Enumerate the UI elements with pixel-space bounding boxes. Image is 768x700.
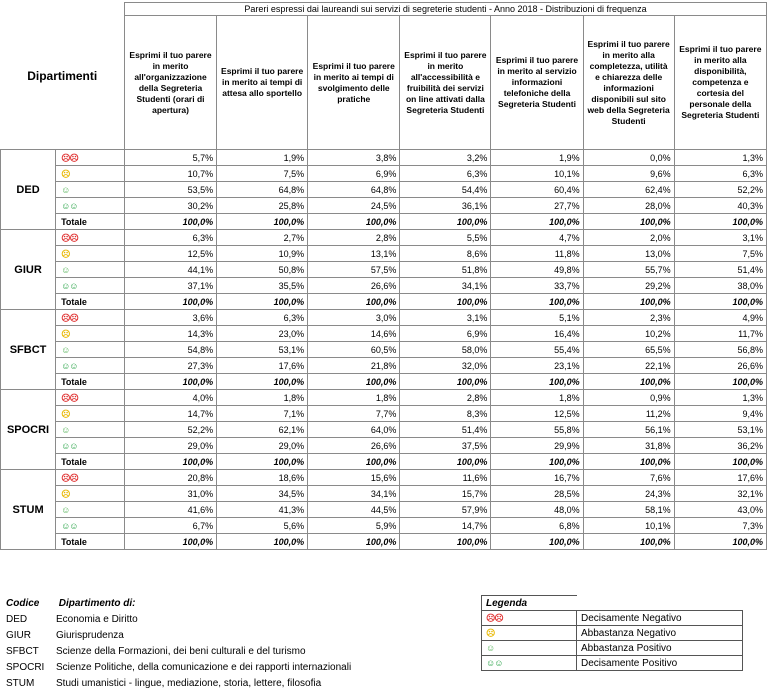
value-cell: 34,1% [400,278,491,294]
value-cell: 54,4% [400,182,491,198]
total-cell: 100,0% [124,374,216,390]
value-cell: 3,6% [124,310,216,326]
code-row [6,612,351,628]
total-label: Totale [56,534,125,550]
table-row [1,310,767,326]
value-cell: 4,0% [124,390,216,406]
double-smiley-face-icon: ☺☺ [61,440,78,451]
total-cell: 100,0% [217,214,308,230]
value-cell: 60,5% [308,342,400,358]
total-label: Totale [56,294,125,310]
total-cell: 100,0% [491,294,583,310]
value-cell: 58,0% [400,342,491,358]
table-row [1,390,767,406]
total-row [1,534,767,550]
value-cell: 5,6% [217,518,308,534]
value-cell: 13,0% [583,246,674,262]
value-cell: 52,2% [674,182,766,198]
total-cell: 100,0% [217,374,308,390]
total-label: Totale [56,454,125,470]
value-cell: 40,3% [674,198,766,214]
total-cell: 100,0% [217,534,308,550]
value-cell: 64,8% [217,182,308,198]
code-description: Economia e Diritto [56,614,138,625]
value-cell: 60,4% [491,182,583,198]
smiley-face-icon: ☺ [61,504,70,515]
total-cell: 100,0% [308,534,400,550]
value-cell: 26,6% [308,438,400,454]
value-cell: 11,7% [674,326,766,342]
value-cell: 29,2% [583,278,674,294]
code-row [6,644,351,660]
smiley-face-icon: ☺ [61,184,70,195]
legend-label: Abbastanza Negativo [577,626,743,641]
value-cell: 21,8% [308,358,400,374]
legend-icon-cell [482,611,577,626]
value-cell: 13,1% [308,246,400,262]
value-cell: 41,3% [217,502,308,518]
smiley-face-icon: ☺ [61,344,70,355]
code-row [6,628,351,644]
value-cell: 55,4% [491,342,583,358]
value-cell: 23,1% [491,358,583,374]
value-cell: 55,8% [491,422,583,438]
smiley-face-icon: ☺ [486,642,495,653]
total-cell: 100,0% [124,214,216,230]
total-cell: 100,0% [491,214,583,230]
value-cell: 5,1% [491,310,583,326]
value-cell: 29,0% [124,438,216,454]
department-codes [6,596,351,692]
value-cell: 0,0% [583,150,674,166]
value-cell: 5,7% [124,150,216,166]
legend-label: Decisamente Negativo [577,611,743,626]
value-cell: 15,6% [308,470,400,486]
value-cell: 9,4% [674,406,766,422]
total-cell: 100,0% [124,294,216,310]
total-row [1,294,767,310]
value-cell: 58,1% [583,502,674,518]
question-header-4: Esprimi il tuo parere in merito all'accessibilità e fruibilità dei servizi on line attivati dalla Segreteria Studenti [400,16,491,150]
value-cell: 50,8% [217,262,308,278]
value-cell: 43,0% [674,502,766,518]
value-cell: 3,1% [674,230,766,246]
department-code: SFBCT [1,310,56,390]
value-cell: 53,1% [674,422,766,438]
legend-item [482,656,743,671]
code-description: Giurisprudenza [56,630,124,641]
value-cell: 11,8% [491,246,583,262]
value-cell: 62,1% [217,422,308,438]
satisfaction-table [0,2,767,550]
value-cell: 11,2% [583,406,674,422]
question-header-5: Esprimi il tuo parere in merito al servizio informazioni telefoniche della Segreteria Studenti [491,16,583,150]
rating-cell [56,278,125,294]
double-smiley-face-icon: ☺☺ [61,520,78,531]
rating-cell [56,246,125,262]
value-cell: 7,6% [583,470,674,486]
value-cell: 11,6% [400,470,491,486]
header-corner [1,3,125,150]
double-smiley-face-icon: ☺☺ [61,360,78,371]
value-cell: 8,3% [400,406,491,422]
value-cell: 6,9% [400,326,491,342]
total-cell: 100,0% [400,294,491,310]
value-cell: 64,8% [308,182,400,198]
legend [481,595,743,671]
value-cell: 10,1% [491,166,583,182]
total-row [1,214,767,230]
sad-face-icon: ☹ [61,408,70,419]
value-cell: 3,1% [400,310,491,326]
sad-face-icon: ☹ [61,488,70,499]
value-cell: 6,3% [217,310,308,326]
value-cell: 37,5% [400,438,491,454]
department-code: GIUR [1,230,56,310]
rating-cell [56,326,125,342]
value-cell: 2,0% [583,230,674,246]
code-abbrev: GIUR [6,630,31,641]
total-cell: 100,0% [400,214,491,230]
total-cell: 100,0% [400,534,491,550]
total-cell: 100,0% [583,294,674,310]
value-cell: 2,8% [400,390,491,406]
value-cell: 35,5% [217,278,308,294]
value-cell: 9,6% [583,166,674,182]
value-cell: 14,6% [308,326,400,342]
rating-cell [56,406,125,422]
double-smiley-face-icon: ☺☺ [61,280,78,291]
value-cell: 28,5% [491,486,583,502]
value-cell: 10,7% [124,166,216,182]
value-cell: 26,6% [674,358,766,374]
value-cell: 33,7% [491,278,583,294]
total-cell: 100,0% [583,534,674,550]
value-cell: 16,4% [491,326,583,342]
value-cell: 1,8% [308,390,400,406]
smiley-face-icon: ☺ [61,264,70,275]
value-cell: 7,5% [217,166,308,182]
legend-item [482,641,743,656]
rating-cell [56,166,125,182]
value-cell: 53,5% [124,182,216,198]
table-row [1,406,767,422]
smiley-face-icon: ☺ [61,424,70,435]
legend-title-spacer [577,596,743,611]
value-cell: 10,1% [583,518,674,534]
total-cell: 100,0% [674,214,766,230]
table-row [1,438,767,454]
value-cell: 5,9% [308,518,400,534]
legend-title: Legenda [482,596,577,611]
value-cell: 32,1% [674,486,766,502]
legend-icon-cell [482,641,577,656]
value-cell: 6,3% [674,166,766,182]
value-cell: 28,0% [583,198,674,214]
legend-item [482,626,743,641]
value-cell: 48,0% [491,502,583,518]
value-cell: 29,9% [491,438,583,454]
question-header-6: Esprimi il tuo parere in merito alla completezza, utilità e chiarezza delle informazioni disponibili sul sito web della Segreteria Studenti [583,16,674,150]
value-cell: 30,2% [124,198,216,214]
double-sad-face-icon: ☹☹ [61,472,78,483]
value-cell: 24,3% [583,486,674,502]
value-cell: 10,2% [583,326,674,342]
value-cell: 2,8% [308,230,400,246]
table-row [1,502,767,518]
total-cell: 100,0% [400,374,491,390]
value-cell: 10,9% [217,246,308,262]
rating-cell [56,182,125,198]
legend-item [482,611,743,626]
codes-header-code: Codice [6,598,40,609]
value-cell: 8,6% [400,246,491,262]
legend-label: Abbastanza Positivo [577,641,743,656]
value-cell: 17,6% [217,358,308,374]
rating-cell [56,310,125,326]
rating-cell [56,518,125,534]
value-cell: 1,3% [674,150,766,166]
table-row [1,358,767,374]
total-cell: 100,0% [491,374,583,390]
value-cell: 38,0% [674,278,766,294]
value-cell: 25,8% [217,198,308,214]
table-row [1,326,767,342]
value-cell: 23,0% [217,326,308,342]
value-cell: 44,5% [308,502,400,518]
department-code: DED [1,150,56,230]
value-cell: 37,1% [124,278,216,294]
value-cell: 7,7% [308,406,400,422]
total-cell: 100,0% [583,454,674,470]
table-row [1,182,767,198]
value-cell: 57,9% [400,502,491,518]
total-cell: 100,0% [674,374,766,390]
double-sad-face-icon: ☹☹ [486,612,503,623]
value-cell: 51,4% [400,422,491,438]
value-cell: 64,0% [308,422,400,438]
value-cell: 52,2% [124,422,216,438]
double-sad-face-icon: ☹☹ [61,312,78,323]
value-cell: 7,3% [674,518,766,534]
value-cell: 1,9% [217,150,308,166]
value-cell: 3,0% [308,310,400,326]
value-cell: 14,7% [124,406,216,422]
rating-cell [56,230,125,246]
value-cell: 34,5% [217,486,308,502]
table-row [1,246,767,262]
value-cell: 27,3% [124,358,216,374]
value-cell: 27,7% [491,198,583,214]
value-cell: 31,0% [124,486,216,502]
total-row [1,374,767,390]
value-cell: 16,7% [491,470,583,486]
rating-cell [56,358,125,374]
rating-cell [56,150,125,166]
sad-face-icon: ☹ [61,168,70,179]
double-sad-face-icon: ☹☹ [61,232,78,243]
value-cell: 62,4% [583,182,674,198]
value-cell: 6,3% [124,230,216,246]
department-code: STUM [1,470,56,550]
total-cell: 100,0% [583,374,674,390]
value-cell: 32,0% [400,358,491,374]
total-cell: 100,0% [124,534,216,550]
table-row [1,470,767,486]
code-row [6,660,351,676]
total-label: Totale [56,214,125,230]
total-cell: 100,0% [674,454,766,470]
value-cell: 14,7% [400,518,491,534]
total-cell: 100,0% [674,294,766,310]
question-header-1: Esprimi il tuo parere in merito all'organizzazione della Segreteria Studenti (orari di apertura) [124,16,216,150]
sad-face-icon: ☹ [486,627,495,638]
value-cell: 20,8% [124,470,216,486]
total-cell: 100,0% [308,294,400,310]
value-cell: 34,1% [308,486,400,502]
value-cell: 22,1% [583,358,674,374]
legend-icon-cell [482,626,577,641]
rating-cell [56,486,125,502]
table-row [1,486,767,502]
code-abbrev: STUM [6,678,35,689]
value-cell: 49,8% [491,262,583,278]
value-cell: 12,5% [124,246,216,262]
double-smiley-face-icon: ☺☺ [61,200,78,211]
value-cell: 41,6% [124,502,216,518]
value-cell: 5,5% [400,230,491,246]
value-cell: 44,1% [124,262,216,278]
value-cell: 4,7% [491,230,583,246]
code-abbrev: DED [6,614,28,625]
value-cell: 1,9% [491,150,583,166]
total-cell: 100,0% [491,534,583,550]
code-description: Scienze della Formazioni, dei beni culturali e del turismo [56,646,306,657]
department-code: SPOCRI [1,390,56,470]
total-cell: 100,0% [674,534,766,550]
departments-header: Dipartimenti [27,68,98,83]
value-cell: 4,9% [674,310,766,326]
total-cell: 100,0% [583,214,674,230]
value-cell: 57,5% [308,262,400,278]
code-description: Studi umanistici - lingue, mediazione, storia, lettere, filosofia [56,678,322,689]
sad-face-icon: ☹ [61,328,70,339]
double-sad-face-icon: ☹☹ [61,152,78,163]
table-row [1,198,767,214]
value-cell: 3,8% [308,150,400,166]
rating-cell [56,198,125,214]
rating-cell [56,438,125,454]
value-cell: 6,9% [308,166,400,182]
table-row [1,230,767,246]
value-cell: 2,7% [217,230,308,246]
double-sad-face-icon: ☹☹ [61,392,78,403]
rating-cell [56,502,125,518]
total-row [1,454,767,470]
rating-cell [56,262,125,278]
codes-header-dept: Dipartimento di: [58,598,136,609]
value-cell: 1,8% [217,390,308,406]
total-cell: 100,0% [308,214,400,230]
code-description: Scienze Politiche, della comunicazione e dei rapporti internazionali [56,662,352,673]
value-cell: 2,3% [583,310,674,326]
question-header-2: Esprimi il tuo parere in merito ai tempi di attesa allo sportello [217,16,308,150]
total-cell: 100,0% [124,454,216,470]
value-cell: 56,8% [674,342,766,358]
code-abbrev: SFBCT [6,646,39,657]
value-cell: 55,7% [583,262,674,278]
value-cell: 29,0% [217,438,308,454]
total-cell: 100,0% [217,294,308,310]
table-row [1,342,767,358]
value-cell: 56,1% [583,422,674,438]
value-cell: 1,8% [491,390,583,406]
code-row [6,676,351,692]
table-row [1,278,767,294]
value-cell: 31,8% [583,438,674,454]
value-cell: 7,5% [674,246,766,262]
value-cell: 14,3% [124,326,216,342]
sad-face-icon: ☹ [61,248,70,259]
table-row [1,422,767,438]
table-title: Pareri espressi dai laureandi sui servizi di segreterie studenti - Anno 2018 - Distribuzioni di frequenza [124,3,766,16]
value-cell: 7,1% [217,406,308,422]
question-header-3: Esprimi il tuo parere in merito ai tempi di svolgimento delle pratiche [308,16,400,150]
value-cell: 3,2% [400,150,491,166]
value-cell: 18,6% [217,470,308,486]
rating-cell [56,342,125,358]
value-cell: 36,1% [400,198,491,214]
value-cell: 12,5% [491,406,583,422]
value-cell: 0,9% [583,390,674,406]
value-cell: 15,7% [400,486,491,502]
rating-cell [56,422,125,438]
value-cell: 17,6% [674,470,766,486]
table-row [1,518,767,534]
value-cell: 51,8% [400,262,491,278]
value-cell: 24,5% [308,198,400,214]
code-abbrev: SPOCRI [6,662,45,673]
legend-icon-cell [482,656,577,671]
total-cell: 100,0% [308,454,400,470]
question-header-7: Esprimi il tuo parere in merito alla disponibilità, competenza e cortesia del personale della Segreteria Studenti [674,16,766,150]
value-cell: 53,1% [217,342,308,358]
double-smiley-face-icon: ☺☺ [486,657,503,668]
total-cell: 100,0% [491,454,583,470]
value-cell: 26,6% [308,278,400,294]
value-cell: 54,8% [124,342,216,358]
legend-label: Decisamente Positivo [577,656,743,671]
value-cell: 6,3% [400,166,491,182]
total-cell: 100,0% [308,374,400,390]
value-cell: 6,8% [491,518,583,534]
table-row [1,262,767,278]
value-cell: 1,3% [674,390,766,406]
value-cell: 36,2% [674,438,766,454]
total-cell: 100,0% [400,454,491,470]
value-cell: 51,4% [674,262,766,278]
rating-cell [56,470,125,486]
total-cell: 100,0% [217,454,308,470]
value-cell: 65,5% [583,342,674,358]
rating-cell [56,390,125,406]
table-row [1,150,767,166]
value-cell: 6,7% [124,518,216,534]
total-label: Totale [56,374,125,390]
table-row [1,166,767,182]
